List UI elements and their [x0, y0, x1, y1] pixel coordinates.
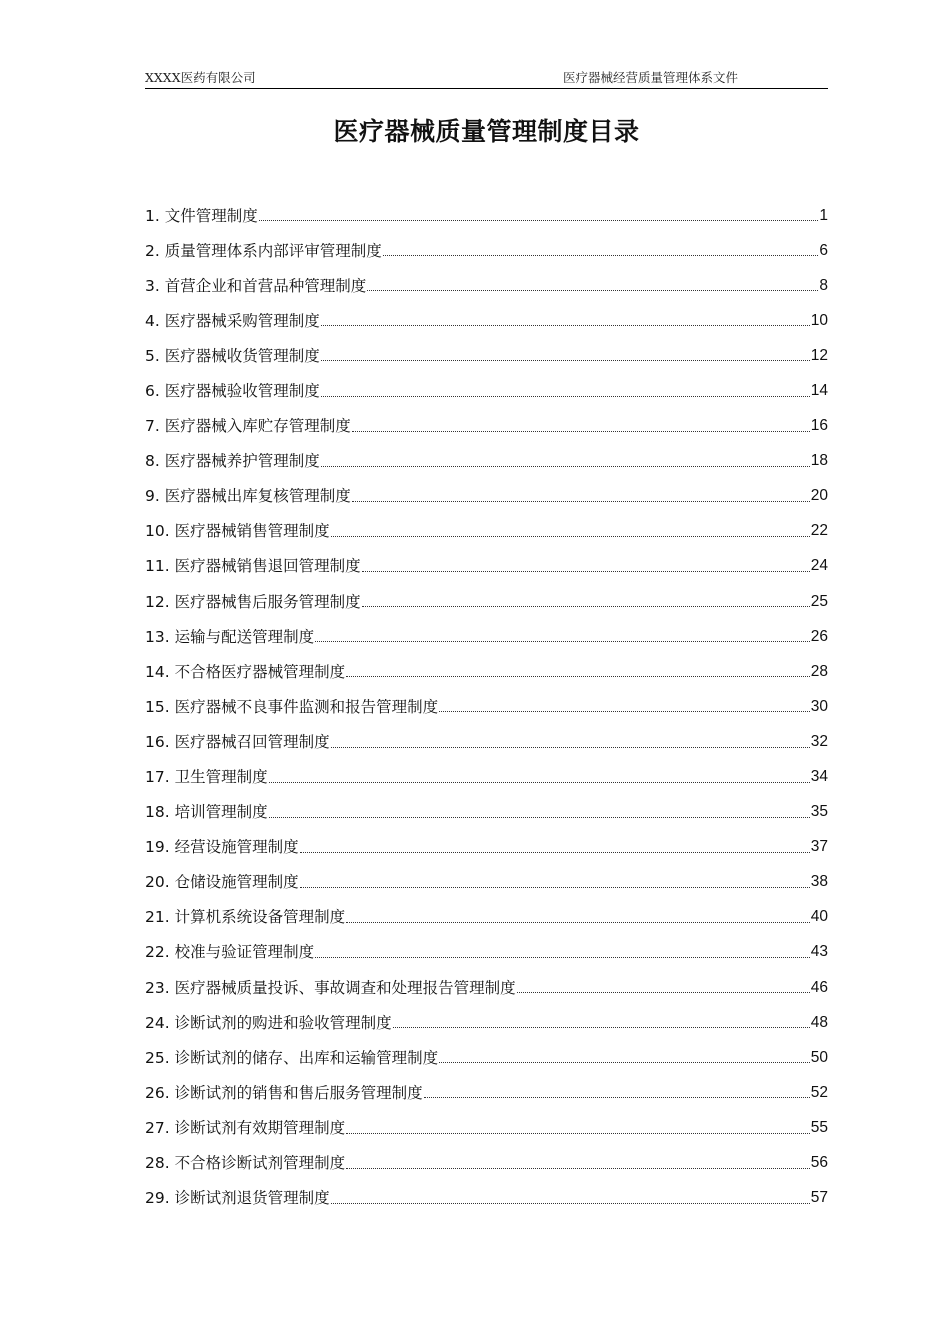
toc-entry-label: 17. 卫生管理制度 — [145, 768, 268, 786]
toc-dot-leader — [352, 431, 810, 432]
toc-entry-label: 2. 质量管理体系内部评审管理制度 — [145, 241, 382, 260]
toc-entry-page-number: 50 — [810, 1048, 828, 1066]
toc-entry-page-number: 34 — [810, 768, 828, 785]
toc-dot-leader — [269, 782, 810, 783]
toc-dot-leader — [321, 466, 810, 467]
toc-entry[interactable] — [145, 822, 828, 857]
toc-entry[interactable] — [145, 892, 828, 927]
toc-entry-label: 20. 仓储设施管理制度 — [145, 873, 299, 892]
toc-entry[interactable] — [145, 330, 828, 365]
toc-entry-page-number: 1 — [819, 206, 828, 224]
toc-dot-leader — [367, 290, 818, 291]
toc-entry-page-number: 32 — [810, 732, 828, 750]
toc-dot-leader — [269, 817, 810, 818]
toc-entry-page-number: 40 — [810, 908, 828, 926]
toc-entry-label: 10. 医疗器械销售管理制度 — [145, 522, 330, 541]
toc-dot-leader — [331, 1203, 810, 1204]
toc-entry[interactable] — [145, 506, 828, 541]
toc-entry[interactable] — [145, 471, 828, 506]
toc-entry-page-number: 6 — [819, 241, 828, 259]
toc-entry-label: 13. 运输与配送管理制度 — [145, 627, 315, 646]
toc-entry-label: 9. 医疗器械出库复核管理制度 — [145, 487, 351, 506]
toc-entry[interactable] — [145, 611, 828, 646]
toc-entry-label: 14. 不合格医疗器械管理制度 — [145, 662, 346, 681]
toc-entry[interactable] — [145, 190, 828, 225]
toc-entry[interactable] — [145, 436, 828, 471]
toc-entry-label: 16. 医疗器械召回管理制度 — [145, 732, 330, 751]
toc-dot-leader — [315, 957, 810, 958]
toc-entry-label: 26. 诊断试剂的销售和售后服务管理制度 — [145, 1083, 423, 1102]
toc-entry-label: 7. 医疗器械入库贮存管理制度 — [145, 417, 351, 436]
toc-dot-leader — [439, 711, 810, 712]
toc-entry[interactable] — [145, 541, 828, 576]
toc-entry-page-number: 12 — [810, 346, 828, 364]
toc-entry-page-number: 38 — [810, 873, 828, 891]
toc-dot-leader — [321, 360, 810, 361]
toc-entry[interactable] — [145, 401, 828, 436]
toc-dot-leader — [321, 325, 810, 326]
toc-dot-leader — [383, 255, 819, 256]
toc-entry[interactable] — [145, 927, 828, 962]
toc-entry[interactable] — [145, 646, 828, 681]
toc-entry-page-number: 57 — [810, 1189, 828, 1207]
toc-entry[interactable] — [145, 576, 828, 611]
toc-entry-page-number: 16 — [810, 417, 828, 435]
toc-entry-label: 4. 医疗器械采购管理制度 — [145, 311, 320, 330]
toc-dot-leader — [439, 1062, 810, 1063]
toc-dot-leader — [362, 571, 810, 572]
page-title: 医疗器械质量管理制度目录 — [333, 117, 640, 146]
toc-entry[interactable] — [145, 752, 828, 787]
toc-entry-label: 6. 医疗器械验收管理制度 — [145, 381, 320, 400]
toc-entry[interactable] — [145, 962, 828, 997]
toc-dot-leader — [362, 606, 810, 607]
toc-entry-label: 15. 医疗器械不良事件监测和报告管理制度 — [145, 697, 439, 716]
toc-dot-leader — [424, 1097, 810, 1098]
toc-entry-page-number: 35 — [810, 803, 828, 821]
toc-entry-page-number: 52 — [810, 1083, 828, 1101]
toc-entry-label: 22. 校准与验证管理制度 — [145, 943, 315, 962]
toc-dot-leader — [346, 1168, 810, 1169]
toc-entry-page-number: 30 — [810, 697, 828, 715]
toc-entry-label: 5. 医疗器械收货管理制度 — [145, 346, 320, 365]
toc-entry-page-number: 26 — [810, 627, 828, 645]
toc-entry[interactable] — [145, 365, 828, 400]
toc-entry-page-number: 18 — [810, 452, 828, 470]
toc-entry[interactable] — [145, 1173, 828, 1208]
toc-entry[interactable] — [145, 260, 828, 295]
toc-entry-label: 28. 不合格诊断试剂管理制度 — [145, 1154, 346, 1173]
toc-entry-page-number: 28 — [810, 662, 828, 680]
toc-entry[interactable] — [145, 787, 828, 822]
toc-dot-leader — [346, 922, 810, 923]
toc-entry-label: 25. 诊断试剂的储存、出库和运输管理制度 — [145, 1048, 439, 1067]
toc-dot-leader — [321, 396, 810, 397]
toc-entry-page-number: 56 — [810, 1154, 828, 1172]
toc-entry-page-number: 25 — [810, 592, 828, 610]
page-header — [145, 66, 828, 89]
toc-dot-leader — [352, 501, 810, 502]
toc-entry-label: 12. 医疗器械售后服务管理制度 — [145, 592, 361, 611]
toc-dot-leader — [331, 536, 810, 537]
toc-dot-leader — [300, 887, 810, 888]
toc-entry-page-number: 20 — [810, 487, 828, 505]
toc-entry-label: 27. 诊断试剂有效期管理制度 — [145, 1118, 346, 1137]
toc-entry-label: 24. 诊断试剂的购进和验收管理制度 — [145, 1013, 392, 1032]
toc-entry-label: 19. 经营设施管理制度 — [145, 838, 299, 857]
toc-entry[interactable] — [145, 857, 828, 892]
toc-entry[interactable] — [145, 1102, 828, 1137]
toc-dot-leader — [346, 1133, 810, 1134]
toc-entry-page-number: 14 — [810, 381, 828, 399]
toc-dot-leader — [315, 641, 810, 642]
toc-entry-page-number: 37 — [810, 838, 828, 856]
toc-entry[interactable] — [145, 716, 828, 751]
toc-entry-page-number: 10 — [810, 311, 828, 329]
toc-entry-page-number: 43 — [810, 943, 828, 961]
toc-dot-leader — [300, 852, 810, 853]
header-company: XXXX医药有限公司 — [145, 70, 256, 85]
toc-dot-leader — [517, 992, 810, 993]
toc-entry-page-number: 46 — [810, 978, 828, 996]
toc-entry-page-number: 22 — [810, 522, 828, 540]
toc-entry-page-number: 48 — [810, 1013, 828, 1031]
toc-dot-leader — [393, 1027, 810, 1028]
toc-entry-label: 11. 医疗器械销售退回管理制度 — [145, 557, 361, 576]
toc-entry-label: 8. 医疗器械养护管理制度 — [145, 452, 320, 471]
header-doc-name: 医疗器械经营质量管理体系文件 — [563, 70, 739, 85]
toc-dot-leader — [331, 747, 810, 748]
toc-entry[interactable] — [145, 225, 828, 260]
toc-entry[interactable] — [145, 295, 828, 330]
toc-entry-label: 21. 计算机系统设备管理制度 — [145, 908, 346, 927]
toc-entry-label: 29. 诊断试剂退货管理制度 — [145, 1189, 330, 1208]
toc-entry[interactable] — [145, 1138, 828, 1173]
table-of-contents — [145, 190, 828, 1208]
toc-entry-label: 3. 首营企业和首营品种管理制度 — [145, 276, 367, 295]
toc-dot-leader — [259, 220, 819, 221]
toc-entry-label: 1. 文件管理制度 — [145, 206, 258, 225]
toc-entry[interactable] — [145, 681, 828, 716]
toc-entry[interactable] — [145, 997, 828, 1032]
toc-entry-page-number: 24 — [810, 557, 828, 575]
toc-entry-page-number: 8 — [819, 276, 828, 294]
toc-entry[interactable] — [145, 1067, 828, 1102]
toc-entry-label: 18. 培训管理制度 — [145, 803, 268, 822]
toc-entry-label: 23. 医疗器械质量投诉、事故调查和处理报告管理制度 — [145, 978, 516, 997]
toc-entry-page-number: 55 — [810, 1118, 828, 1136]
toc-entry[interactable] — [145, 1032, 828, 1067]
toc-dot-leader — [346, 676, 810, 677]
